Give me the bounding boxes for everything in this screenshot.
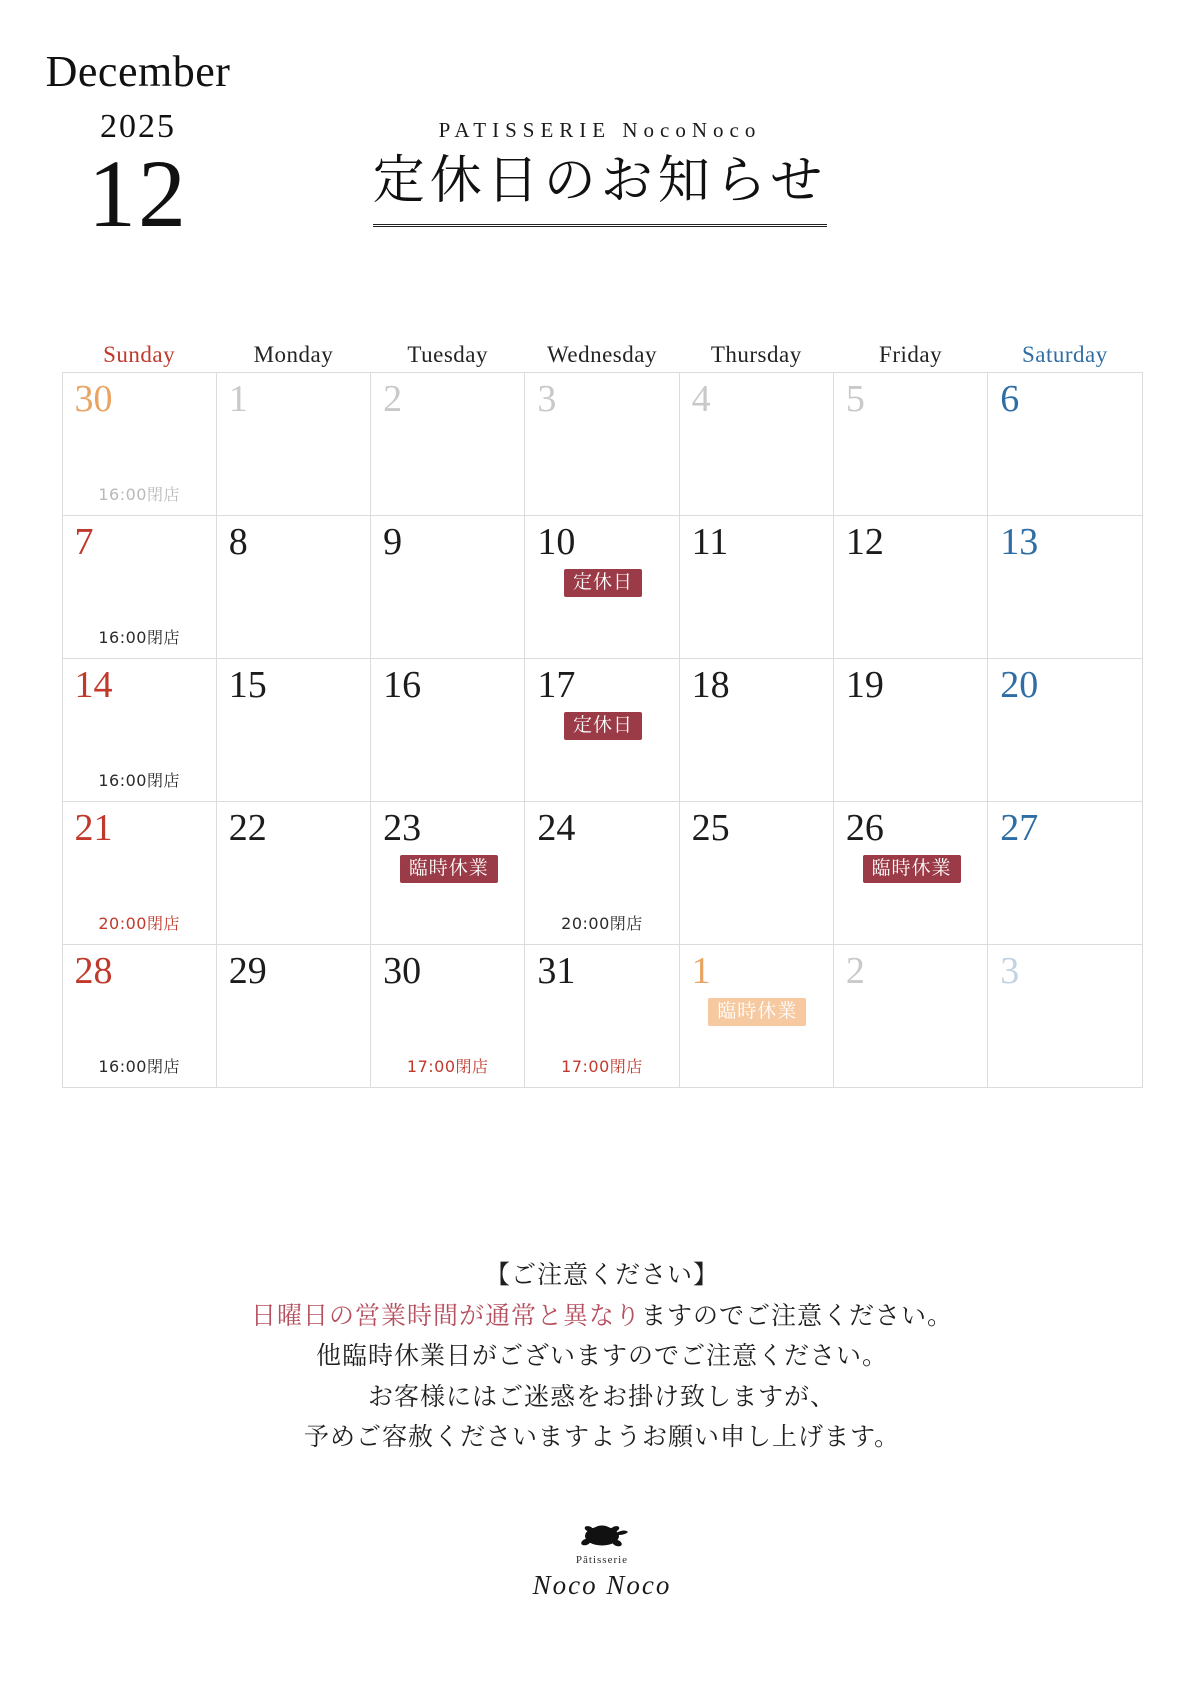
calendar-day-cell [216,944,371,1088]
day-number: 1 [228,377,248,420]
day-number: 30 [383,949,422,992]
notice-block [0,1255,1204,1458]
day-number: 26 [845,806,884,849]
logo-subtitle: Pâtisserie [575,1554,629,1566]
day-number: 15 [228,663,267,706]
calendar-day-cell [62,372,217,516]
day-number: 28 [74,949,113,992]
day-number: 4 [691,377,711,420]
badge-wrap [383,849,514,883]
closing-time-note: 16:00閉店 [98,1056,180,1076]
closing-time-note: 16:00閉店 [98,770,180,790]
month-block [38,47,238,247]
dow-thursday: Thursday [710,342,802,367]
day-number: 7 [74,520,94,563]
day-number: 30 [74,377,113,420]
calendar-day-cell [833,658,988,802]
calendar-day-cell [833,372,988,516]
calendar-day-cell [679,801,834,945]
badge-wrap [692,992,823,1026]
calendar-day-cell [62,944,217,1088]
badge-wrap [846,849,977,883]
day-number: 9 [383,520,403,563]
dow-monday: Monday [253,342,334,367]
calendar-grid [62,372,1142,1087]
day-number: 2 [845,949,865,992]
dow-saturday: Saturday [1021,342,1108,367]
status-badge: 臨時休業 [708,998,806,1026]
day-number: 2 [383,377,403,420]
calendar-day-cell [370,801,525,945]
day-number: 14 [74,663,113,706]
calendar-day-cell [62,658,217,802]
status-badge: 定休日 [564,569,642,597]
calendar-day-cell [216,801,371,945]
calendar-day-cell [524,372,679,516]
page-title: 定休日のお知らせ [373,149,827,227]
day-number: 22 [228,806,267,849]
day-number: 8 [228,520,248,563]
closing-time-note: 20:00閉店 [98,913,180,933]
badge-wrap [537,706,668,740]
closing-time-note: 16:00閉店 [98,484,180,504]
day-number: 24 [537,806,576,849]
calendar-day-cell [524,944,679,1088]
logo-shop-name: Noco Noco [532,1570,672,1600]
month-name-english: December [45,47,231,96]
calendar-day-cell [216,515,371,659]
day-number: 16 [383,663,422,706]
day-number: 31 [537,949,576,992]
notice-line-2 [0,1296,1204,1337]
day-number: 10 [537,520,576,563]
badge-wrap [537,563,668,597]
day-number: 17 [537,663,576,706]
closing-time-note: 17:00閉店 [406,1056,489,1076]
day-number: 3 [537,377,557,420]
day-number: 12 [845,520,884,563]
day-number: 21 [74,806,113,849]
brand-name: PATISSERIE NocoNoco [438,118,762,142]
day-number: 5 [845,377,865,420]
closing-time-note: 17:00閉店 [561,1056,643,1076]
day-number: 6 [1000,377,1020,420]
calendar-day-cell [679,658,834,802]
calendar-day-cell [524,801,679,945]
day-number: 25 [691,806,730,849]
calendar-day-cell [987,658,1142,802]
calendar-day-cell [833,515,988,659]
page-header [0,0,1204,300]
notice-line-3: 他臨時休業日がございますのでご注意ください。 [315,1341,888,1370]
day-number: 23 [383,806,422,849]
calendar-day-cell [679,515,834,659]
day-of-week-header [62,342,1142,368]
closing-time-note: 16:00閉店 [98,627,180,647]
status-badge: 定休日 [564,712,642,740]
calendar-day-cell [679,372,834,516]
calendar-day-cell [524,515,679,659]
dow-tuesday: Tuesday [407,342,488,367]
calendar-day-cell [62,515,217,659]
year-number: 2025 [100,108,176,145]
status-badge: 臨時休業 [863,855,961,883]
title-block [300,118,900,227]
day-number: 19 [845,663,884,706]
dow-friday: Friday [879,342,943,367]
turtle-icon [571,1520,633,1550]
notice-line-4: お客様にはご迷惑をお掛け致しますが、 [367,1381,836,1411]
day-number: 11 [691,520,729,563]
calendar [62,342,1142,1087]
calendar-day-cell [833,801,988,945]
notice-accent-text: 日曜日の営業時間が通常と異なり [250,1300,641,1330]
calendar-day-cell [370,372,525,516]
day-number: 29 [228,949,267,992]
calendar-day-cell [216,372,371,516]
notice-line-2-rest: ますのでご注意ください。 [641,1300,954,1330]
status-badge: 臨時休業 [400,855,498,883]
day-number: 20 [1000,663,1039,706]
day-number: 1 [691,949,711,992]
calendar-day-cell [987,944,1142,1088]
calendar-day-cell [679,944,834,1088]
calendar-day-cell [833,944,988,1088]
closing-time-note: 20:00閉店 [561,913,643,933]
calendar-day-cell [524,658,679,802]
month-number: 12 [88,140,188,247]
notice-line-5: 予めご容赦くださいますようお願い申し上げます。 [303,1422,900,1451]
calendar-day-cell [216,658,371,802]
calendar-day-cell [987,372,1142,516]
calendar-day-cell [987,801,1142,945]
calendar-day-cell [370,658,525,802]
calendar-day-cell [370,515,525,659]
dow-sunday: Sunday [103,342,176,367]
calendar-day-cell [62,801,217,945]
notice-line-1: 【ご注意ください】 [484,1260,719,1289]
day-number: 13 [1000,520,1039,563]
calendar-day-cell [370,944,525,1088]
shop-logo [0,1520,1204,1601]
day-number: 27 [1000,806,1039,849]
dow-wednesday: Wednesday [547,342,657,367]
day-number: 18 [691,663,730,706]
calendar-day-cell [987,515,1142,659]
day-number: 3 [1000,949,1020,992]
